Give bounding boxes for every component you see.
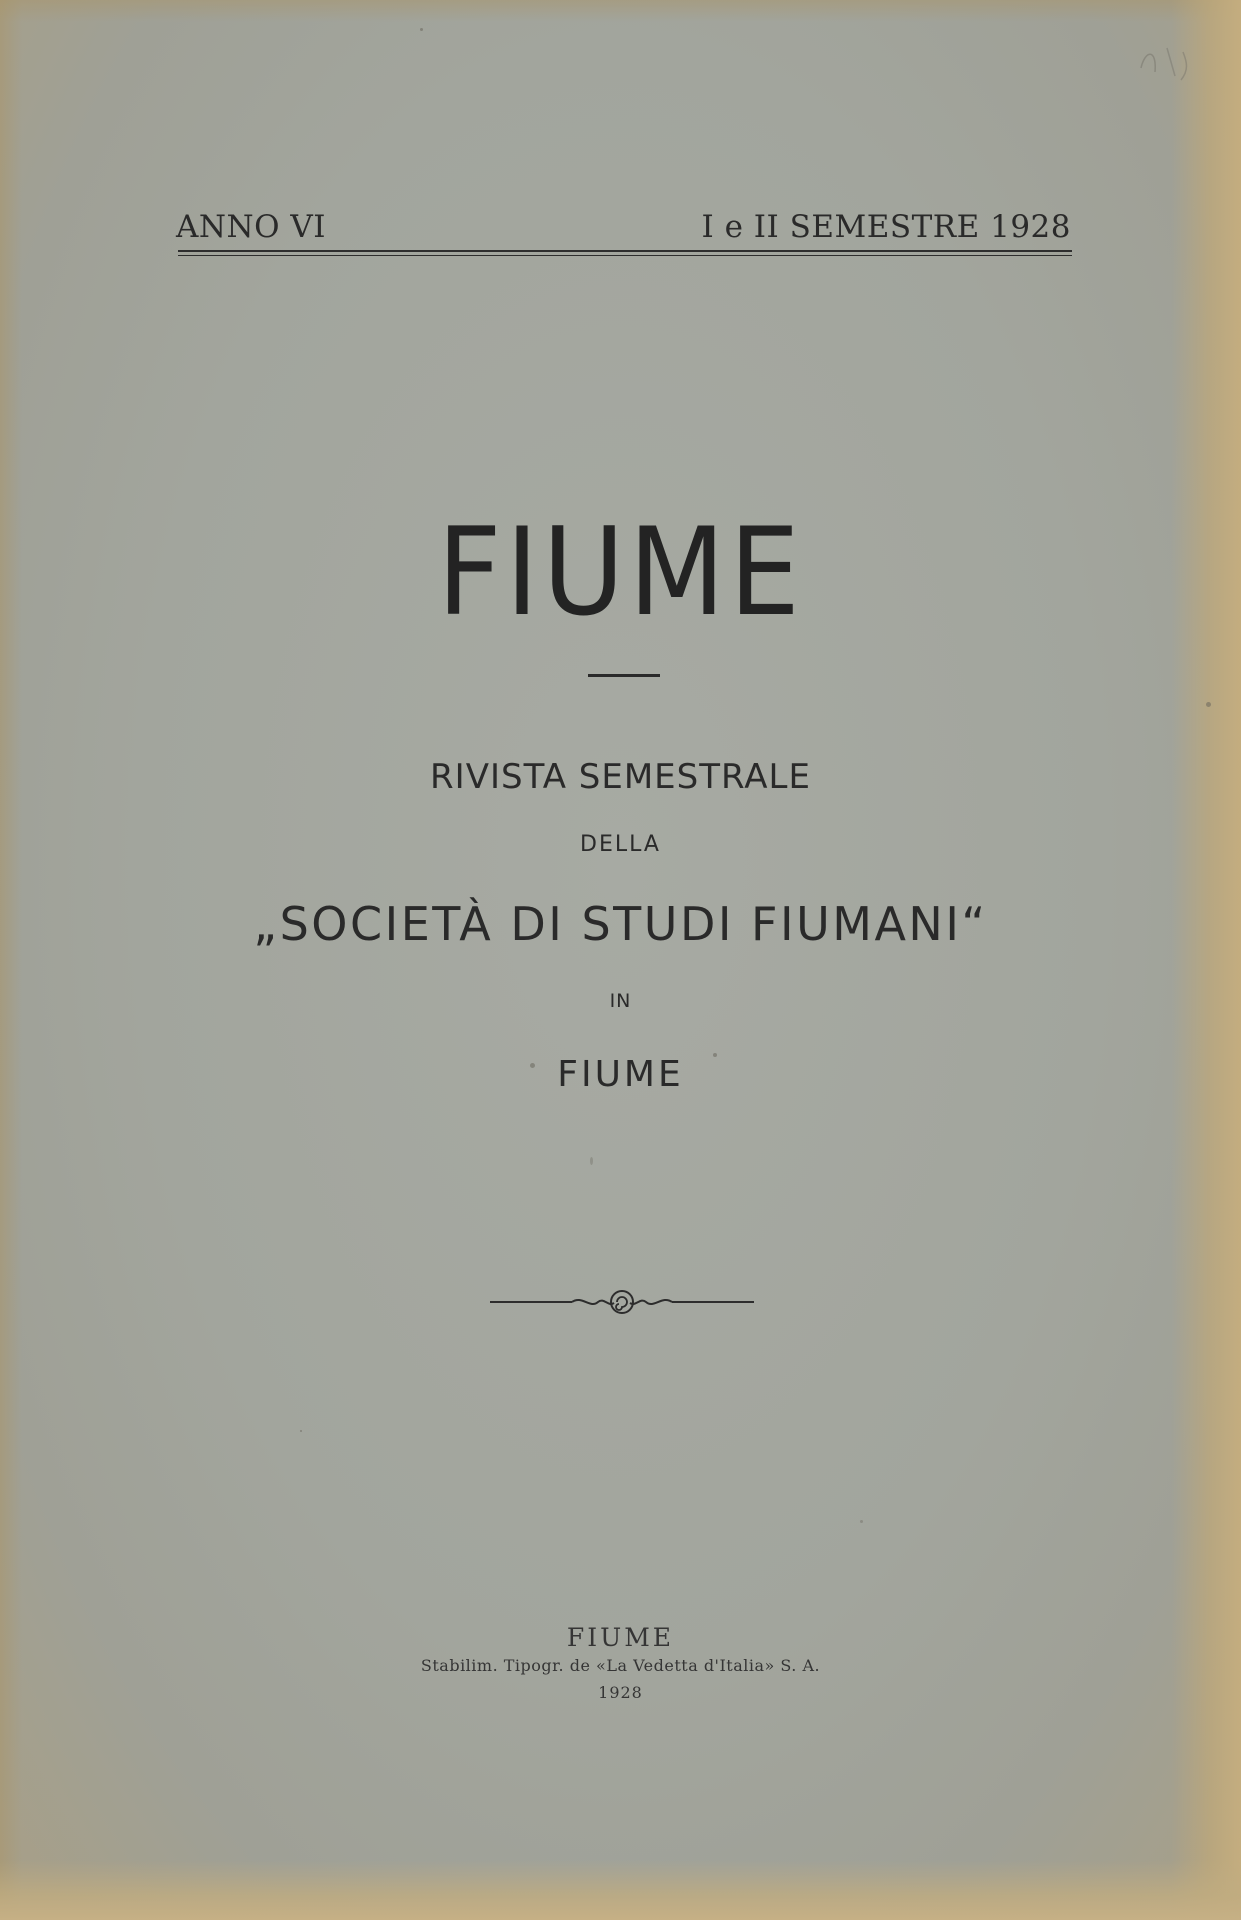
paper-speck [713, 1053, 717, 1057]
imprint-printer: Stabilim. Tipogr. de «La Vedetta d'Italia» S. A. [420, 1656, 821, 1675]
paper-speck [860, 1520, 863, 1523]
imprint-year: 1928 [598, 1683, 643, 1702]
period-label: I e II SEMESTRE 1928 [701, 209, 1071, 245]
paper-speck [300, 1430, 302, 1432]
della-label: DELLA [580, 832, 661, 857]
aged-edge-top [0, 0, 1241, 22]
volume-label: ANNO VI [176, 209, 327, 245]
pencil-mark-icon [1131, 28, 1201, 98]
scroll-flourish-icon [490, 1285, 754, 1319]
header-double-rule [178, 250, 1072, 256]
city-name: FIUME [557, 1054, 684, 1095]
paper-speck [530, 1063, 535, 1068]
title-divider [588, 674, 660, 677]
in-label: IN [609, 990, 632, 1012]
aged-edge-bottom [0, 1860, 1241, 1920]
paper-speck [420, 28, 423, 31]
society-name: „SOCIETÀ DI STUDI FIUMANI“ [253, 897, 988, 951]
imprint-city: FIUME [566, 1623, 675, 1652]
paper-speck [590, 1157, 593, 1165]
cover-subtitle: RIVISTA SEMESTRALE [430, 757, 811, 797]
paper-speck [1206, 702, 1211, 707]
cover-title: FIUME [437, 502, 804, 644]
